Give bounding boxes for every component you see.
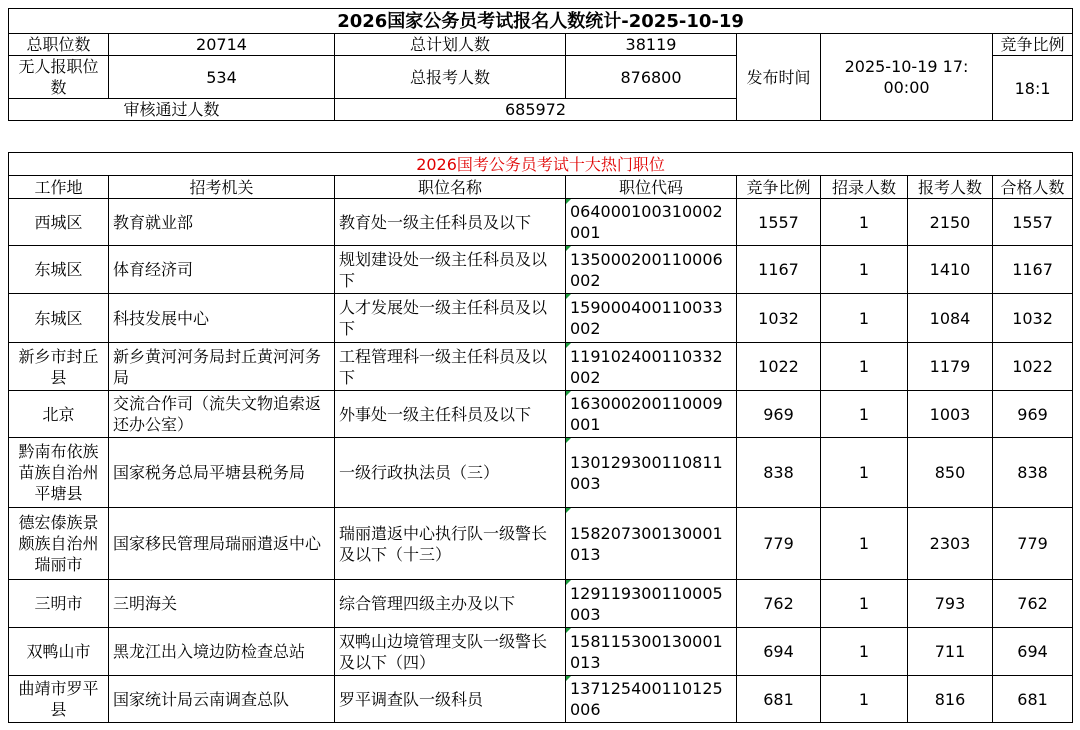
cell-agency: 交流合作司（流失文物追索返还办公室） [109, 391, 335, 438]
cell-code [566, 580, 737, 628]
cell-ratio: 1557 [737, 199, 821, 246]
header-apply: 报考人数 [908, 176, 993, 199]
cell-apply: 2303 [908, 508, 993, 580]
code-text: 163000200110009001 [570, 394, 723, 434]
summary-table [8, 8, 1073, 121]
cell-code [566, 508, 737, 580]
cell-agency: 新乡黄河河务局封丘黄河河务局 [109, 343, 335, 391]
cell-position: 综合管理四级主办及以下 [335, 580, 566, 628]
cell-agency: 教育就业部 [109, 199, 335, 246]
ratio-value: 18:1 [993, 56, 1073, 121]
table-row [9, 580, 1073, 628]
cell-pass: 969 [993, 391, 1073, 438]
comment-marker-icon [566, 676, 571, 681]
table-row [9, 343, 1073, 391]
publish-time-value: 2025-10-19 17:00:00 [821, 34, 993, 121]
table-row [9, 438, 1073, 508]
comment-marker-icon [566, 246, 571, 251]
cell-pass: 1032 [993, 294, 1073, 343]
cell-pass: 1167 [993, 246, 1073, 294]
cell-agency: 体育经济司 [109, 246, 335, 294]
cell-ratio: 681 [737, 676, 821, 723]
cell-ratio: 694 [737, 628, 821, 676]
cell-location: 双鸭山市 [9, 628, 109, 676]
code-text: 158115300130001013 [570, 631, 723, 672]
cell-apply: 1003 [908, 391, 993, 438]
header-hire: 招录人数 [821, 176, 908, 199]
cell-pass: 779 [993, 508, 1073, 580]
comment-marker-icon [566, 438, 571, 443]
cell-code [566, 199, 737, 246]
table-row [9, 391, 1073, 438]
code-text: 159000400110033002 [570, 298, 723, 338]
cell-ratio: 969 [737, 391, 821, 438]
cell-location: 东城区 [9, 294, 109, 343]
comment-marker-icon [566, 508, 571, 513]
header-location: 工作地 [9, 176, 109, 199]
code-text: 135000200110006002 [570, 249, 723, 290]
cell-apply: 2150 [908, 199, 993, 246]
cell-agency: 国家移民管理局瑞丽遣返中心 [109, 508, 335, 580]
cell-ratio: 779 [737, 508, 821, 580]
cell-agency: 国家统计局云南调查总队 [109, 676, 335, 723]
total-plan-value: 38119 [566, 34, 737, 56]
cell-agency: 国家税务总局平塘县税务局 [109, 438, 335, 508]
cell-hire: 1 [821, 508, 908, 580]
hot-positions-title: 2026国考公务员考试十大热门职位 [9, 153, 1073, 176]
cell-code [566, 676, 737, 723]
cell-ratio: 838 [737, 438, 821, 508]
cell-pass: 694 [993, 628, 1073, 676]
approved-label: 审核通过人数 [9, 99, 335, 121]
header-pass: 合格人数 [993, 176, 1073, 199]
cell-apply: 850 [908, 438, 993, 508]
cell-hire: 1 [821, 343, 908, 391]
cell-position: 一级行政执法员（三） [335, 438, 566, 508]
cell-location: 西城区 [9, 199, 109, 246]
table-row [9, 676, 1073, 723]
cell-pass: 1557 [993, 199, 1073, 246]
header-position: 职位名称 [335, 176, 566, 199]
cell-hire: 1 [821, 676, 908, 723]
ratio-label: 竞争比例 [993, 34, 1073, 56]
cell-pass: 1022 [993, 343, 1073, 391]
comment-marker-icon [566, 199, 571, 204]
cell-position: 规划建设处一级主任科员及以下 [335, 246, 566, 294]
code-text: 129119300110005003 [570, 583, 723, 624]
cell-hire: 1 [821, 199, 908, 246]
cell-pass: 762 [993, 580, 1073, 628]
comment-marker-icon [566, 580, 571, 585]
cell-code [566, 628, 737, 676]
cell-code [566, 246, 737, 294]
cell-code [566, 438, 737, 508]
cell-code [566, 343, 737, 391]
cell-location: 东城区 [9, 246, 109, 294]
cell-code [566, 294, 737, 343]
table-row [9, 294, 1073, 343]
total-applicants-value: 876800 [566, 56, 737, 99]
cell-hire: 1 [821, 580, 908, 628]
code-text: 064000100310002001 [570, 202, 723, 242]
cell-apply: 1410 [908, 246, 993, 294]
cell-position: 双鸭山边境管理支队一级警长及以下（四） [335, 628, 566, 676]
code-text: 158207300130001013 [570, 523, 723, 564]
total-positions-label: 总职位数 [9, 34, 109, 56]
cell-pass: 681 [993, 676, 1073, 723]
table-row [9, 246, 1073, 294]
cell-location: 新乡市封丘县 [9, 343, 109, 391]
cell-apply: 711 [908, 628, 993, 676]
cell-location: 黔南布依族苗族自治州平塘县 [9, 438, 109, 508]
cell-location: 德宏傣族景颇族自治州瑞丽市 [9, 508, 109, 580]
table-row [9, 628, 1073, 676]
total-plan-label: 总计划人数 [335, 34, 566, 56]
comment-marker-icon [566, 391, 571, 396]
no-applicant-value: 534 [109, 56, 335, 99]
cell-position: 人才发展处一级主任科员及以下 [335, 294, 566, 343]
comment-marker-icon [566, 343, 571, 348]
cell-location: 北京 [9, 391, 109, 438]
cell-pass: 838 [993, 438, 1073, 508]
total-applicants-label: 总报考人数 [335, 56, 566, 99]
cell-agency: 三明海关 [109, 580, 335, 628]
cell-agency: 科技发展中心 [109, 294, 335, 343]
summary-title: 2026国家公务员考试报名人数统计-2025-10-19 [9, 9, 1073, 34]
cell-apply: 793 [908, 580, 993, 628]
header-ratio: 竞争比例 [737, 176, 821, 199]
cell-code [566, 391, 737, 438]
header-row [9, 176, 1073, 199]
no-applicant-label: 无人报职位数 [9, 56, 109, 99]
total-positions-value: 20714 [109, 34, 335, 56]
cell-location: 曲靖市罗平县 [9, 676, 109, 723]
table-row [9, 508, 1073, 580]
cell-hire: 1 [821, 246, 908, 294]
table-row [9, 199, 1073, 246]
cell-position: 外事处一级主任科员及以下 [335, 391, 566, 438]
code-text: 130129300110811003 [570, 452, 723, 493]
cell-hire: 1 [821, 628, 908, 676]
hot-positions-table [8, 152, 1073, 723]
cell-position: 瑞丽遣返中心执行队一级警长及以下（十三） [335, 508, 566, 580]
cell-ratio: 762 [737, 580, 821, 628]
cell-position: 罗平调查队一级科员 [335, 676, 566, 723]
cell-ratio: 1032 [737, 294, 821, 343]
cell-location: 三明市 [9, 580, 109, 628]
cell-ratio: 1167 [737, 246, 821, 294]
cell-hire: 1 [821, 294, 908, 343]
cell-position: 教育处一级主任科员及以下 [335, 199, 566, 246]
code-text: 119102400110332002 [570, 346, 723, 387]
code-text: 137125400110125006 [570, 679, 723, 719]
cell-hire: 1 [821, 391, 908, 438]
cell-apply: 1179 [908, 343, 993, 391]
publish-time-label: 发布时间 [737, 34, 821, 121]
comment-marker-icon [566, 294, 571, 299]
cell-hire: 1 [821, 438, 908, 508]
cell-agency: 黑龙江出入境边防检查总站 [109, 628, 335, 676]
cell-apply: 816 [908, 676, 993, 723]
header-agency: 招考机关 [109, 176, 335, 199]
comment-marker-icon [566, 628, 571, 633]
header-code: 职位代码 [566, 176, 737, 199]
cell-apply: 1084 [908, 294, 993, 343]
cell-position: 工程管理科一级主任科员及以下 [335, 343, 566, 391]
cell-ratio: 1022 [737, 343, 821, 391]
approved-value: 685972 [335, 99, 737, 121]
